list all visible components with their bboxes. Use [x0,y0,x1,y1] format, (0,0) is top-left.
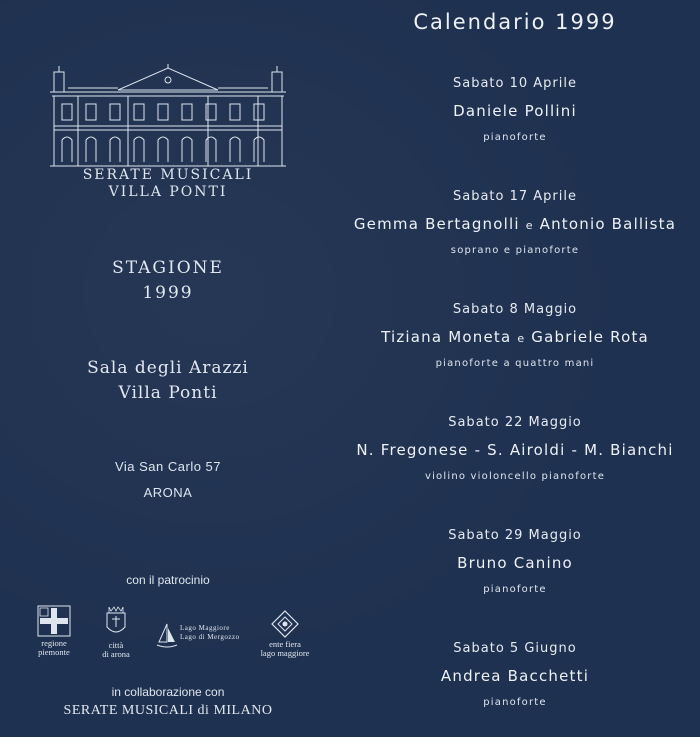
event-artist: N. Fregonese - S. Airoldi - M. Bianchi [356,441,674,459]
event-instrument: violino violoncello pianoforte [424,471,606,482]
event-artist: Daniele Pollini [453,102,577,120]
event-instrument: pianoforte [483,697,547,708]
address-city: ARONA [143,485,193,500]
event-artist-conj: e [517,332,526,345]
event-date: Sabato 10 Aprile [452,76,577,91]
event-instrument: soprano e pianoforte [450,245,580,256]
event-artist-b: Antonio Ballista [539,215,677,233]
fiera-label-2: lago maggiore [260,648,310,658]
calendar-title: Calendario 1999 [413,10,617,34]
event-artist-conj: e [525,219,534,232]
season-year: 1999 [142,283,194,303]
address-street: Via San Carlo 57 [114,459,222,474]
regione-piemonte-logo [24,605,84,657]
lago-label-1: Lago Maggiore [180,624,230,632]
event-instrument: pianoforte a quattro mani [435,358,595,369]
sponsor-logos [20,600,330,670]
event-item [340,300,690,371]
event-date: Sabato 8 Maggio [452,302,578,317]
venue-hall: Sala degli Arazzi [87,358,249,378]
left-column [0,0,340,737]
lago-label-2: Lago di Mergozzo [180,633,240,641]
right-column [340,0,700,737]
sailboat-icon [156,622,178,650]
crest-icon [103,605,129,639]
event-item [340,413,690,484]
season-label: STAGIONE [112,258,224,278]
arona-label-2: di arona [102,649,130,659]
villa-title-line2: VILLA PONTI [108,184,228,200]
event-date: Sabato 22 Maggio [448,415,582,430]
event-item [340,187,690,258]
event-instrument: pianoforte [483,584,547,595]
event-artist [340,213,690,235]
arona-label-1: città [108,640,124,650]
event-artist: Andrea Bacchetti [440,667,590,685]
venue-villa: Villa Ponti [118,383,218,403]
event-date: Sabato 29 Maggio [448,528,582,543]
event-artist [340,326,690,348]
cross-shield-icon [37,605,71,637]
event-date: Sabato 5 Giugno [453,641,577,656]
fiera-label-1: ente fiera [269,639,301,649]
collaboration-name: SERATE MUSICALI di MILANO [63,703,273,718]
regione-label-2: piemonte [38,647,70,657]
ente-fiera-logo [250,610,320,658]
villa-ponti-illustration [48,62,288,170]
event-item [340,639,690,710]
event-artist-a: Gemma Bertagnolli [353,215,520,233]
event-item [340,526,690,597]
collaboration-label: in collaborazione con [111,685,225,699]
event-item [340,74,690,145]
patronage-label: con il patrocinio [126,573,210,587]
event-artist-a: Tiziana Moneta [381,328,512,346]
event-artist-b: Gabriele Rota [531,328,649,346]
event-instrument: pianoforte [483,132,547,143]
citta-di-arona-logo [90,605,142,659]
regione-label-1: regione [41,638,67,648]
event-date: Sabato 17 Aprile [452,189,577,204]
event-artist: Bruno Canino [457,554,573,572]
diamond-emblem-icon [271,610,299,638]
villa-title-line1: SERATE MUSICALI [82,167,254,183]
